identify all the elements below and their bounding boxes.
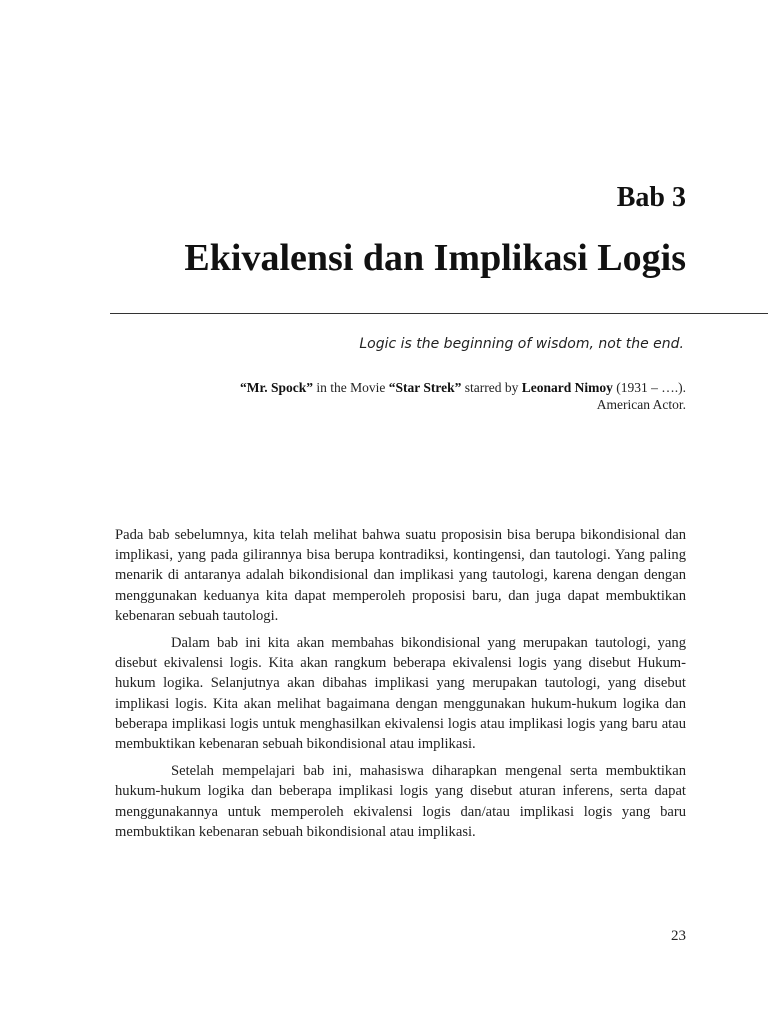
paragraph-3: Setelah mempelajari bab ini, mahasiswa diharapkan mengenal serta membuktikan hukum-hukum logika dan beberapa implikasi logis yang disebut aturan inferens, serta dapat menggunakannya untuk memperoleh ekivalensi logis dan/atau implikasi logis yang baru membuktikan kebenaran sebuah bikondisional atau implikasi.: [115, 763, 686, 840]
attribution-character: “Mr. Spock”: [239, 380, 313, 395]
epigraph-attribution: [86, 380, 686, 414]
attribution-movie: “Star Strek”: [388, 380, 462, 395]
attribution-line: [86, 380, 686, 397]
paragraph-1: Pada bab sebelumnya, kita telah melihat bahwa suatu proposisin bisa berupa bikondisional dan implikasi, yang pada gilirannya bisa berupa kontradiksi, kontingensi, dan tautologi. Yang paling menarik di antaranya adalah bikondisional dan implikasi yang tautologi, karena dengan dengan menggunakan keduanya kita dapat memperoleh proposisi baru, dan juga dapat membuktikan kebenaran sebuah tautologi.: [115, 527, 686, 624]
page-number: 23: [671, 928, 686, 944]
attribution-role: American Actor.: [596, 396, 686, 412]
chapter-label: Bab 3: [616, 182, 686, 213]
attribution-in-movie: in the Movie: [313, 380, 389, 395]
header-divider: [110, 313, 768, 314]
epigraph-quote: Logic is the beginning of wisdom, not the end.: [359, 336, 684, 352]
attribution-years: (1931 – ….).: [612, 380, 686, 395]
chapter-title: Ekivalensi dan Implikasi Logis: [184, 237, 686, 279]
attribution-starred-by: starred by: [461, 380, 522, 395]
chapter-body: [115, 525, 686, 849]
attribution-actor: Leonard Nimoy: [521, 380, 613, 395]
paragraph-2: Dalam bab ini kita akan membahas bikondisional yang merupakan tautologi, yang disebut ekivalensi logis. Kita akan rangkum beberapa ekivalensi logis yang disebut Hukum-hukum logika. Selanjutnya akan dibahas implikasi yang merupakan tautologi, yang disebut implikasi logis. Kita akan melihat bagaimana dengan menggunakan hukum-hukum logika dan beberapa implikasi logis untuk menghasilkan ekivalensi logis atau implikasi logis yang baru atau membuktikan kebenaran sebuah bikondisional atau implikasi.: [115, 635, 686, 753]
